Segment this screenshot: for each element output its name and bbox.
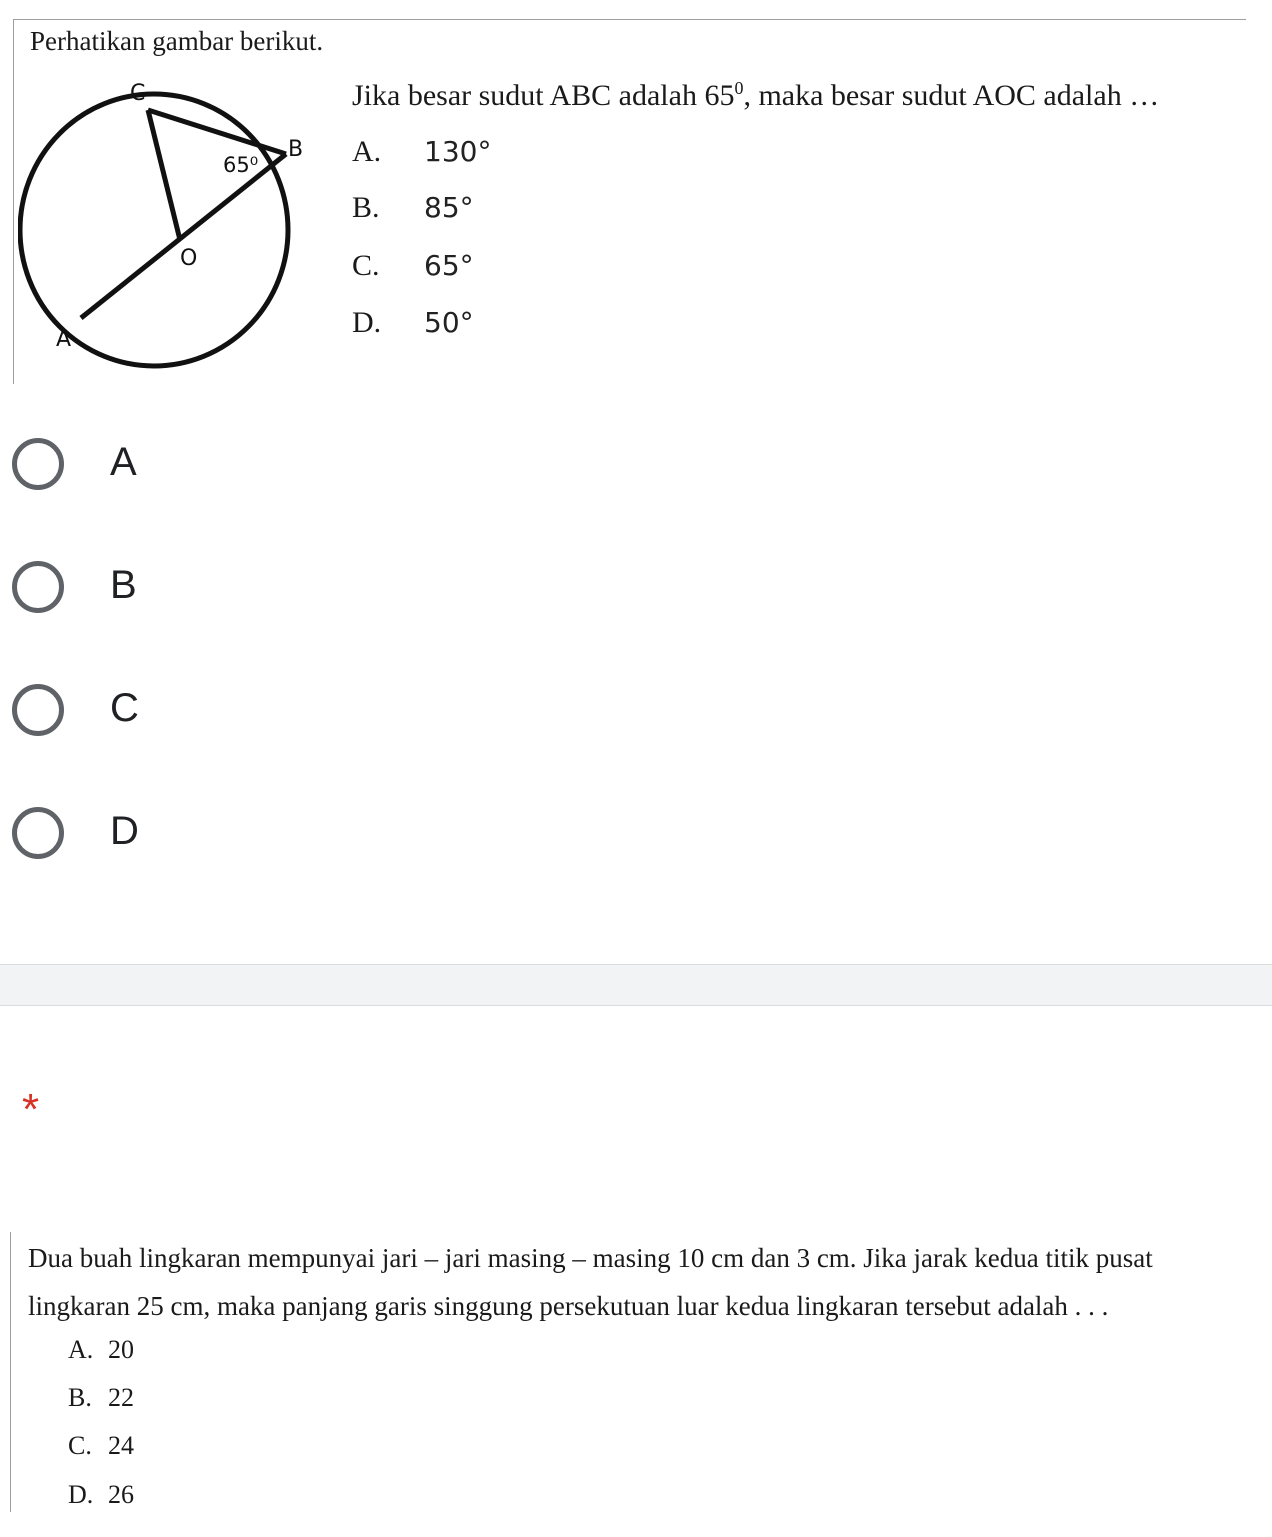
image-top-border xyxy=(14,19,1246,20)
label-c: C xyxy=(130,81,146,106)
radio-label: C xyxy=(110,686,139,730)
option-value: 20 xyxy=(108,1335,134,1364)
radio-button[interactable] xyxy=(12,438,64,490)
option-value: 50° xyxy=(424,306,474,339)
radius-oc xyxy=(148,110,180,240)
radio-label: B xyxy=(110,563,137,607)
radio-option-a[interactable] xyxy=(0,430,600,510)
option-value: 130° xyxy=(424,135,492,168)
chord-cb xyxy=(148,110,286,154)
label-b: B xyxy=(288,137,304,162)
degree-superscript: 0 xyxy=(734,78,744,98)
option-letter: C. xyxy=(352,249,380,282)
radio-label: A xyxy=(110,440,137,484)
option-letter: D. xyxy=(68,1480,94,1509)
radio-button[interactable] xyxy=(12,684,64,736)
option-letter: A. xyxy=(352,135,382,168)
label-a: A xyxy=(56,327,72,352)
option-value: 26 xyxy=(108,1480,134,1509)
question2-text: Dua buah lingkaran mempunyai jari – jari masing – masing 10 cm dan 3 cm. Jika jarak kedua titik pusat lingkaran 25 cm, maka panjang garis singgung persekutuan luar kedua lingkaran tersebut adalah . . . xyxy=(28,1243,1153,1321)
diameter-ab xyxy=(81,154,286,318)
option-value: 65° xyxy=(424,249,474,282)
option-value: 22 xyxy=(108,1383,134,1412)
option-letter: A. xyxy=(68,1335,94,1364)
angle-label: 65⁰ xyxy=(223,153,259,177)
question1-image xyxy=(0,0,1272,385)
radio-option-d[interactable] xyxy=(0,799,600,879)
radio-option-b[interactable] xyxy=(0,553,600,633)
q2-option-c xyxy=(68,1429,134,1463)
question-separator xyxy=(0,964,1272,1006)
circle-diagram xyxy=(18,70,318,380)
image-left-border xyxy=(10,1232,11,1512)
q2-option-b xyxy=(68,1381,134,1415)
option-letter: B. xyxy=(352,191,380,224)
q2-option-d xyxy=(68,1478,134,1512)
question1-text-main: Jika besar sudut ABC adalah 65 xyxy=(352,79,735,112)
label-o: O xyxy=(180,246,198,271)
option-letter: D. xyxy=(352,306,382,339)
radio-button[interactable] xyxy=(12,561,64,613)
option-value: 85° xyxy=(424,191,474,224)
question1-text-end: , maka besar sudut AOC adalah … xyxy=(743,79,1160,112)
option-letter: C. xyxy=(68,1431,92,1460)
q1-option-c xyxy=(352,248,474,284)
q1-option-b xyxy=(352,190,474,226)
option-value: 24 xyxy=(108,1431,134,1460)
radio-option-c[interactable] xyxy=(0,676,600,756)
required-asterisk: * xyxy=(22,1085,40,1134)
q1-option-a xyxy=(352,134,492,170)
q1-option-d xyxy=(352,305,474,341)
image-left-border xyxy=(13,19,14,384)
question1-text xyxy=(352,76,1159,116)
option-letter: B. xyxy=(68,1383,92,1412)
question1-intro: Perhatikan gambar berikut. xyxy=(30,26,324,56)
q2-option-a xyxy=(68,1333,134,1367)
radio-label: D xyxy=(110,809,139,853)
radio-button[interactable] xyxy=(12,807,64,859)
